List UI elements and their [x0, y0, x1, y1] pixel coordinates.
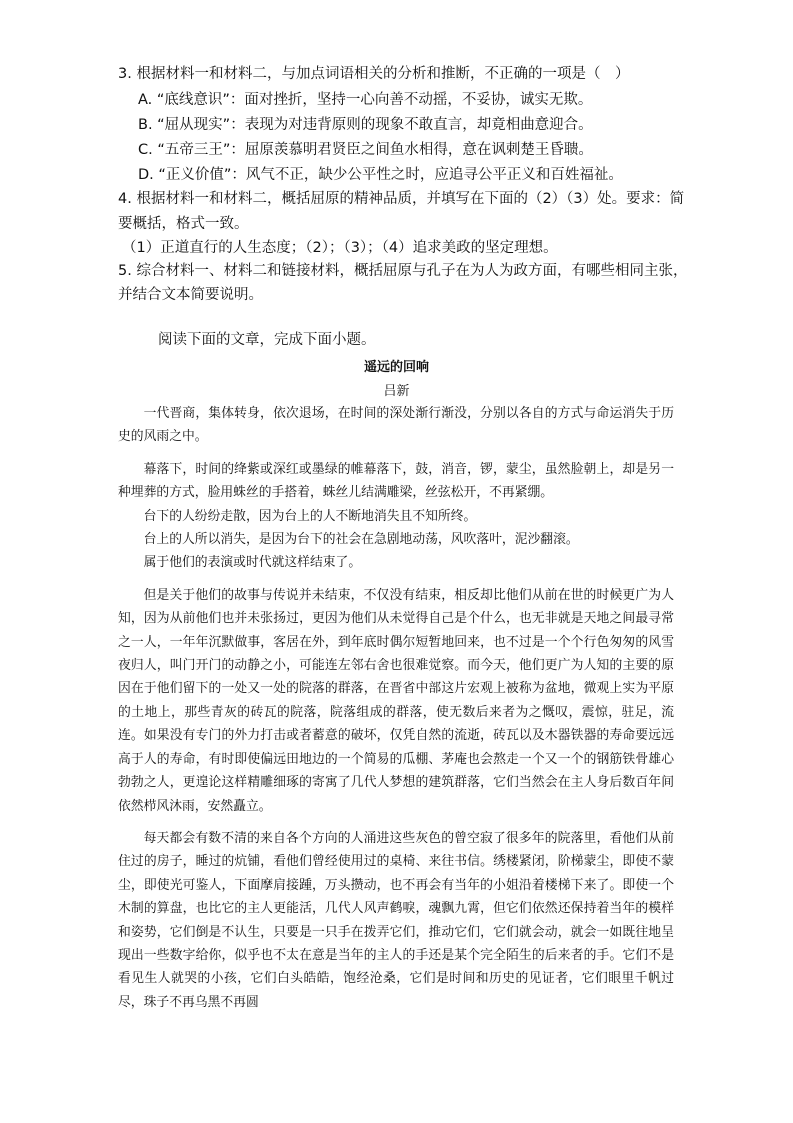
article-paragraph: 属于他们的表演或时代就这样结束了。	[143, 555, 362, 571]
article-paragraph: 一代晋商，集体转身，依次退场，在时间的深处渐行渐没，分别以各自的方式与命运消失于历史的风雨之中。	[118, 406, 674, 445]
article-paragraph: 台下的人纷纷走散，因为台上的人不断地消失且不知所终。	[143, 508, 477, 524]
question-3-stem: 3. 根据材料一和材料二，与加点词语相关的分析和推断，不正确的一项是（ ）	[118, 66, 630, 82]
article-title: 遥远的回响	[363, 360, 429, 375]
question-4-answer-line: （1）正道直行的人生态度；（2）；（3）；（4）追求美政的坚定理想。	[122, 240, 558, 256]
question-3-option-a: A. “底线意识”：面对挫折，坚持一心向善不动摇，不妥协，诚实无欺。	[138, 92, 593, 108]
article-paragraph: 台上的人所以消失，是因为台下的社会在急剧地动荡，风吹落叶，泥沙翻滚。	[143, 532, 579, 548]
question-4-stem-line2: 要概括，格式一致。	[118, 216, 249, 232]
article-paragraph: 每天都会有数不清的来自各个方向的人涌进这些灰色的曾空寂了很多年的院落里，看他们从前住过的房子，睡过的炕铺，看他们曾经使用过的桌椅、来往书信。绣楼紧闭，阶梯蒙尘，即使不蒙尘，即使光可鉴人，下面摩肩接踵，万头攒动，也不再会有当年的小姐沿着楼梯下来了。即使一个木制的算盘，也比它的主人更能活，几代人风声鹤唳，魂飘九霄，但它们依然还保持着当年的模样和姿势，它们倒是不认生，只要是一只手在拨弄它们，推动它们，它们就会动，就会一如既往地呈现出一些数字给你，似乎也不太在意是当年的主人的手还是某个完全陌生的后来者的手。它们不是看见生人就哭的小孩，它们白头皓皓，饱经沧桑，它们是时间和历史的见证者，它们眼里千帆过尽，珠子不再乌黑不再圆	[118, 830, 674, 1010]
question-3-option-d: D. “正义价值”：风气不正，缺少公平性之时，应追寻公平正义和百姓福祉。	[138, 167, 623, 183]
question-3-option-b: B. “屈从现实”：表现为对违背原则的现象不敢直言，却竟相曲意迎合。	[138, 117, 593, 133]
article-paragraph: 幕落下，时间的绛紫或深红或墨绿的帷幕落下，鼓，消音，锣，蒙尘，虽然脸朝上，却是另一种埋葬的方式，脸用蛛丝的手搭着，蛛丝儿结满雕梁，丝弦松开，不再紧绷。	[118, 461, 674, 501]
question-5-stem-line2: 并结合文本简要说明。	[118, 287, 263, 303]
reading-intro: 阅读下面的文章，完成下面小题。	[158, 332, 376, 348]
question-3-option-c: C. “五帝三王”：屈原羡慕明君贤臣之间鱼水相得，意在讽刺楚王昏聩。	[138, 142, 593, 158]
question-5-stem-line1: 5. 综合材料一、材料二和链接材料，概括屈原与孔子在为人为政方面，有哪些相同主张，	[118, 263, 688, 279]
article-paragraph: 但是关于他们的故事与传说并未结束，不仅没有结束，相反却比他们从前在世的时候更广为人知，因为从前他们也并未张扬过，更因为他们从未觉得自己是个什么，也无非就是天地之间最寻常之一人，一年年沉默做事，客居在外，到年底时偶尔短暂地回来，也不过是一个个行色匆匆的风雪夜归人，叫门开门的动静之小，可能连左邻右舍也很难觉察。而今天，他们更广为人知的主要的原因在于他们留下的一处又一处的院落的群落，在晋省中部这片宏观上被称为盆地，微观上实为平原的土地上，那些青灰的砖瓦的院落，院落组成的群落，使无数后来者为之慨叹，震惊，驻足，流连。如果没有专门的外力打击或者蓄意的破坏，仅凭自然的流逝，砖瓦以及木器铁器的寿命要远远高于人的寿命，有时即使偏远田地边的一个简易的瓜棚、茅庵也会熬走一个又一个的钢筋铁骨雄心勃勃之人，更遑论这样精雕细琢的寄寓了几代人梦想的建筑群落，它们当然会在主人身后数百年间依然栉风沐雨，安然矗立。	[118, 587, 674, 814]
article-body	[118, 402, 674, 1014]
question-4-stem-line1: 4. 根据材料一和材料二，概括屈原的精神品质，并填写在下面的（2）（3）处。要求：简	[118, 191, 685, 207]
article-author: 吕新	[383, 384, 410, 399]
